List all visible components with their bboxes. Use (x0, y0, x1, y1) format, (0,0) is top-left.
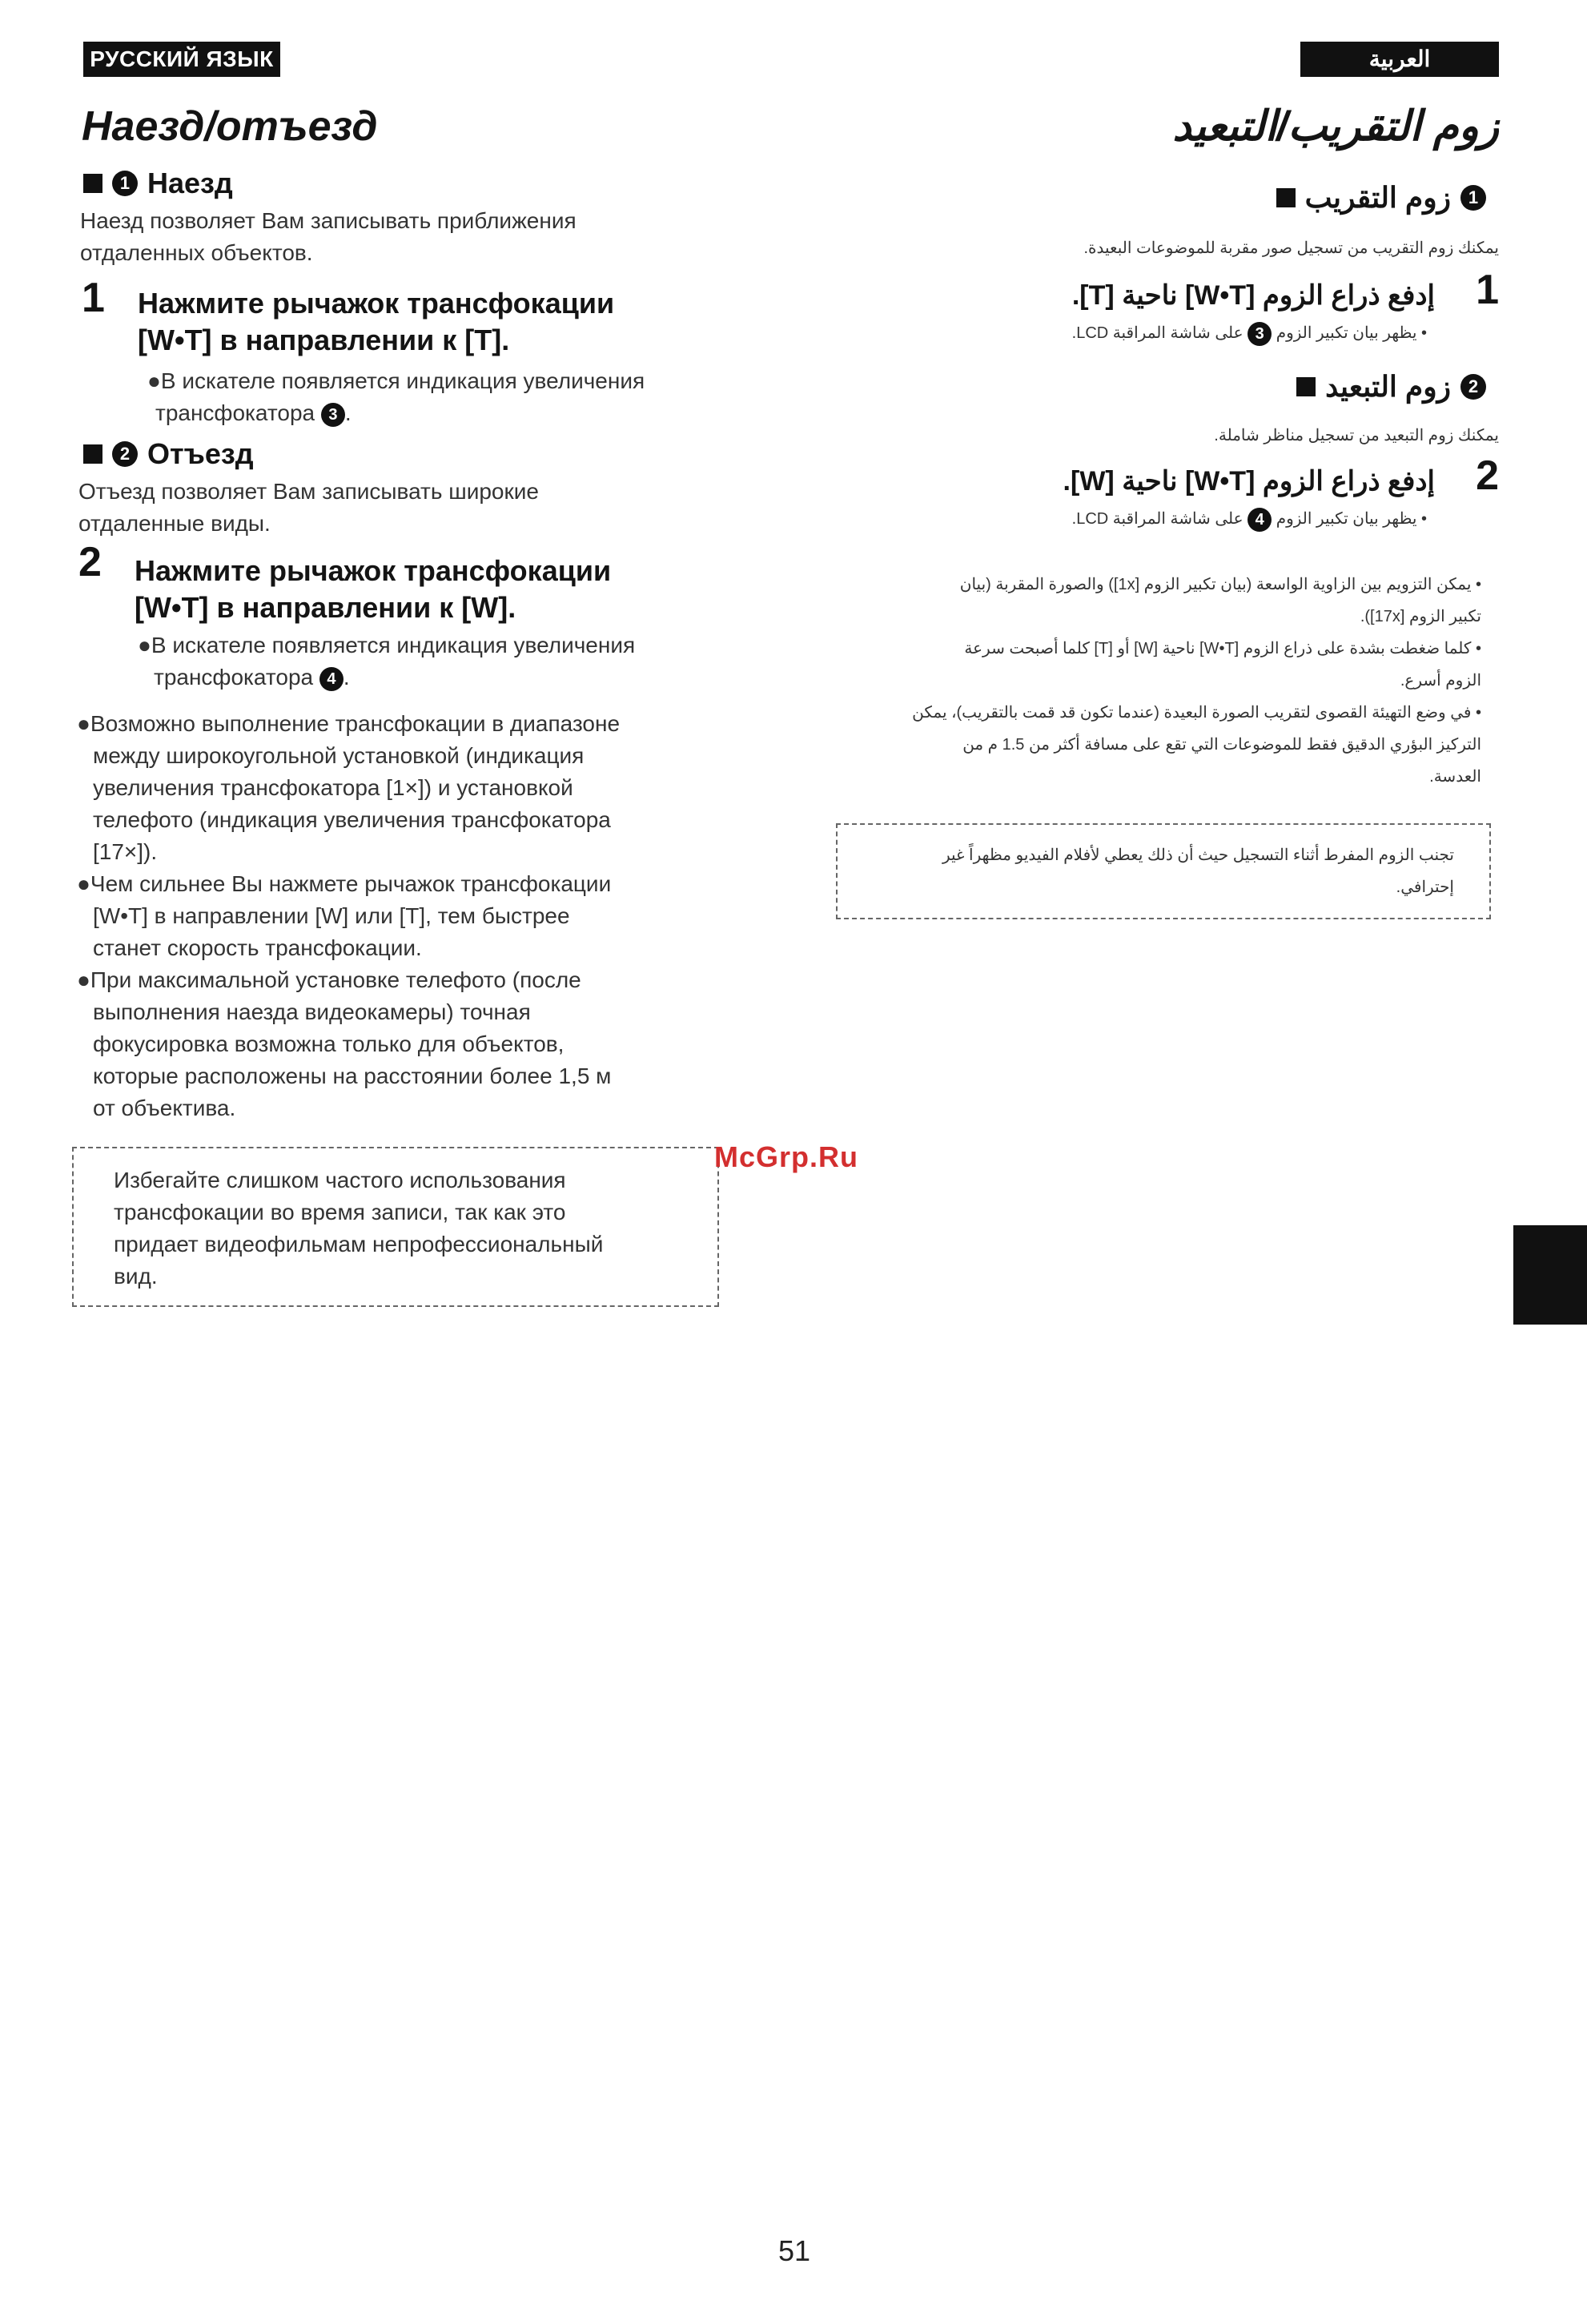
bullet-line: • في وضع التهيئة القصوى لتقريب الصورة البعيدة (عندما تكون قد قمت بالتقريب)، يمكن (912, 704, 1481, 722)
bullet-line: تكبير الزوم [17x]). (1360, 608, 1481, 625)
caution-box-ru (72, 1147, 719, 1307)
page-title-ru: Наезд/отъезд (82, 103, 378, 150)
step-1-number-ar: 1 (1476, 267, 1499, 313)
marker-3-icon: 3 (1248, 322, 1272, 346)
language-tag-russian: РУССКИЙ ЯЗЫК (83, 42, 280, 77)
bullet-line: ●Возможно выполнение трансфокации в диапазоне (77, 711, 621, 736)
caution-line: إحترافي. (1396, 879, 1454, 896)
step-line: Нажмите рычажок трансфокации (138, 287, 615, 320)
marker-2-icon: 2 (112, 441, 138, 467)
note-text: трансфокатора (155, 400, 315, 425)
marker-4-icon: 4 (319, 667, 344, 691)
bullet-line: выполнения наезда видеокамеры) точная (93, 999, 531, 1024)
bullet-line: • كلما ضغطت بشدة على ذراع الزوم [W•T] ناحية [W] أو [T] كلما أصبحت سرعة (964, 640, 1481, 657)
note-text: трансфокатора (154, 665, 314, 690)
language-tag-arabic: العربية (1300, 42, 1499, 77)
bullet-line: • يمكن التزويم بين الزاوية الواسعة (بيان تكبير الزوم [1x]) والصورة المقربة (بيان (959, 576, 1481, 593)
zoom-out-heading-text: Отъезд (147, 437, 254, 470)
bullet-line: ●Чем сильнее Вы нажмете рычажок трансфокации (77, 871, 612, 896)
marker-2-icon: 2 (1460, 374, 1486, 400)
zoom-in-heading-ru (83, 167, 233, 200)
step-1-instruction-ar: إدفع ذراع الزوم [W•T] ناحية [T]. (1071, 280, 1435, 311)
zoom-in-description-ru (80, 205, 577, 269)
bullet-line: фокусировка возможна только для объектов, (93, 1031, 564, 1056)
caution-line: вид. (114, 1264, 158, 1289)
caution-line: трансфокации во время записи, так как это (114, 1200, 566, 1224)
note-period: . (344, 400, 352, 425)
note-text: على شاشة المراقبة LCD. (1071, 324, 1243, 342)
desc-line: Отъезд позволяет Вам записывать широкие (78, 479, 539, 504)
bullet-2-ru (77, 868, 611, 964)
bullet-line: от объектива. (93, 1096, 236, 1120)
marker-1-icon: 1 (1460, 185, 1486, 211)
bullet-1-ar (841, 569, 1481, 633)
note-line: ●В искателе появляется индикация увеличения (138, 633, 636, 657)
watermark-text: McGrp.Ru (714, 1140, 859, 1173)
bullet-line: التركيز البؤري الدقيق فقط للموضوعات التي تقع على مسافة أكثر من 1.5 م من (962, 736, 1481, 754)
bullet-3-ar (841, 697, 1481, 793)
page-number: 51 (777, 2234, 811, 2267)
step-2-instruction-ar: إدفع ذراع الزوم [W•T] ناحية [W]. (1063, 466, 1435, 497)
zoom-in-heading-ar (1276, 181, 1486, 215)
step-2-instruction-ru (135, 553, 611, 626)
square-bullet-icon (83, 444, 102, 464)
page-title-ar: زوم التقريب/التبعيد (1172, 103, 1499, 150)
zoom-out-description-ar: يمكنك زوم التبعيد من تسجيل مناظر شاملة. (1214, 427, 1499, 444)
zoom-out-heading-ar (1296, 370, 1486, 404)
step-line: [W•T] в направлении к [T]. (138, 324, 510, 356)
caution-line: Избегайте слишком частого использования (114, 1168, 566, 1192)
caution-line: تجنب الزوم المفرط أثناء التسجيل حيث أن ذلك يعطي لأفلام الفيديو مظهراً غير (942, 846, 1454, 864)
zoom-in-heading-text-ar: زوم التقريب (1304, 181, 1451, 214)
caution-line: придает видеофильмам непрофессиональный (114, 1232, 604, 1256)
step-1-instruction-ru (138, 285, 614, 359)
square-bullet-icon (1296, 377, 1316, 396)
bullet-line: الزوم أسرع. (1400, 672, 1481, 690)
bullet-line: увеличения трансфокатора [1×]) и установкой (93, 775, 573, 800)
bullet-line: телефото (индикация увеличения трансфокатора (93, 807, 611, 832)
bullet-1-ru (77, 708, 620, 868)
note-text: على شاشة المراقبة LCD. (1071, 510, 1243, 528)
note-line (138, 661, 635, 694)
note-period: . (343, 665, 350, 690)
bullet-line: [17×]). (93, 839, 158, 864)
zoom-in-heading-text: Наезд (147, 167, 233, 199)
bullet-line: которые расположены на расстоянии более 1,5 м (93, 1063, 612, 1088)
note-text: • يظهر بيان تكبير الزوم (1276, 324, 1427, 342)
step-line: Нажмите рычажок трансфокации (135, 554, 612, 587)
marker-3-icon: 3 (321, 403, 345, 427)
bullet-line: станет скорость трансфокации. (93, 935, 422, 960)
square-bullet-icon (1276, 188, 1296, 207)
bullet-3-ru (77, 964, 611, 1124)
caution-box-ar (836, 823, 1491, 919)
step-1-note-ar (866, 317, 1427, 349)
zoom-out-heading-text-ar: زوم التبعيد (1325, 370, 1451, 403)
desc-line: отдаленных объектов. (80, 240, 313, 265)
note-text: • يظهر بيان تكبير الزوم (1276, 510, 1427, 528)
note-line: ●В искателе появляется индикация увеличения (147, 368, 645, 393)
step-2-number-ru: 2 (78, 539, 102, 585)
bullet-line: ●При максимальной установке телефото (после (77, 967, 581, 992)
step-2-number-ar: 2 (1476, 452, 1499, 499)
bullet-2-ar (841, 633, 1481, 697)
step-line: [W•T] в направлении к [W]. (135, 591, 516, 624)
step-2-note-ru (138, 629, 635, 694)
desc-line: отдаленные виды. (78, 511, 271, 536)
section-edge-tab (1513, 1225, 1587, 1325)
square-bullet-icon (83, 174, 102, 193)
marker-4-icon: 4 (1248, 508, 1272, 532)
zoom-out-heading-ru (83, 437, 254, 471)
note-line (147, 397, 645, 429)
step-1-note-ru (147, 365, 645, 429)
desc-line: Наезд позволяет Вам записывать приближения (80, 208, 577, 233)
step-2-note-ar (866, 503, 1427, 535)
bullet-line: العدسة. (1429, 768, 1481, 786)
bullet-line: [W•T] в направлении [W] или [T], тем быстрее (93, 903, 570, 928)
marker-1-icon: 1 (112, 171, 138, 196)
bullet-line: между широкоугольной установкой (индикация (93, 743, 585, 768)
zoom-out-description-ru (78, 476, 539, 540)
zoom-in-description-ar: يمكنك زوم التقريب من تسجيل صور مقربة للموضوعات البعيدة. (1083, 239, 1499, 257)
step-1-number-ru: 1 (82, 275, 105, 321)
